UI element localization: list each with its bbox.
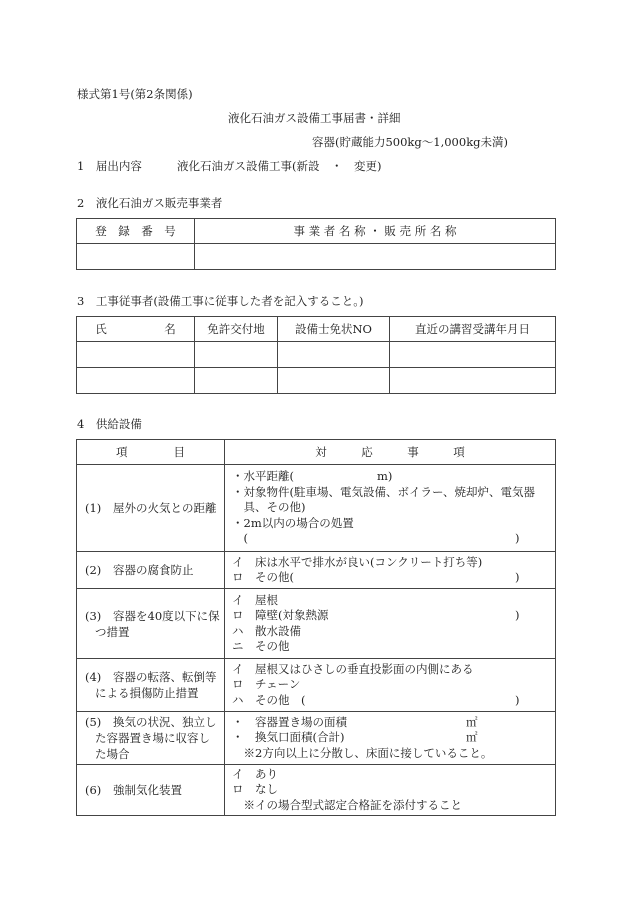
supply-measure-5[interactable]: ・ 容器置き場の面積 ㎡ ・ 換気口面積(合計) ㎡ ※2方向以上に分散し、床面に接していること。 [225,712,556,765]
section3-heading: 3 工事従事者(設備工事に従事した者を記入すること。) [77,294,364,308]
supply-item-1: (1) 屋外の火気との距離 [77,465,225,552]
license-place-field[interactable] [195,342,278,368]
dealer-table [76,218,556,270]
supply-item-3: (3) 容器を40度以下に保 つ措置 [77,589,225,659]
worker-table [76,316,556,394]
supply-measure-3[interactable]: イ 屋根 ロ 障壁(対象熱源 ) ハ 散水設備 ニ その他 [225,589,556,659]
license-no-field[interactable] [278,368,390,394]
supply-measure-2[interactable]: イ 床は水平で排水が良い(コンクリート打ち等) ロ その他( ) [225,552,556,589]
license-place-field[interactable] [195,368,278,394]
dealer-header-registration: 登 録 番 号 [77,219,195,244]
training-date-field[interactable] [390,368,556,394]
section2-heading: 2 液化石油ガス販売事業者 [77,196,223,210]
section1-label: 1 届出内容 [77,159,142,173]
worker-header-license-place: 免許交付地 [195,317,278,342]
page-title: 液化石油ガス設備工事届書・詳細 [228,111,401,125]
page-subtitle: 容器(貯蔵能力500kg～1,000kg未満) [312,135,509,149]
worker-header-name: 氏 名 [77,317,195,342]
form-number: 様式第1号(第2条関係) [77,87,193,101]
dealer-name-field[interactable] [195,244,556,270]
supply-header-measure: 対 応 事 項 [225,440,556,465]
supply-measure-6[interactable]: イ あり ロ なし ※イの場合型式認定合格証を添付すること [225,765,556,816]
section1-content: 液化石油ガス設備工事(新設 ・ 変更) [177,159,382,173]
worker-name-field[interactable] [77,342,195,368]
worker-name-field[interactable] [77,368,195,394]
registration-number-field[interactable] [77,244,195,270]
supply-measure-1[interactable]: ・水平距離( m) ・対象物件(駐車場、電気設備、ボイラー、焼却炉、電気器 具、その他) ・2m以内の場合の処置 ( ) [225,465,556,552]
supply-measure-4[interactable]: イ 屋根又はひさしの垂直投影面の内側にある ロ チェーン ハ その他 ( ) [225,659,556,712]
supply-item-5: (5) 換気の状況、独立し た容器置き場に収容し た場合 [77,712,225,765]
license-no-field[interactable] [278,342,390,368]
dealer-header-name: 事 業 者 名 称 ・ 販 売 所 名 称 [195,219,556,244]
supply-item-6: (6) 強制気化装置 [77,765,225,816]
worker-header-training-date: 直近の講習受講年月日 [390,317,556,342]
supply-item-4: (4) 容器の転落、転倒等 による損傷防止措置 [77,659,225,712]
section4-heading: 4 供給設備 [77,417,142,431]
supply-equipment-table [76,439,556,816]
supply-header-item: 項 目 [77,440,225,465]
worker-header-license-no: 設備士免状NO [278,317,390,342]
supply-item-2: (2) 容器の腐食防止 [77,552,225,589]
training-date-field[interactable] [390,342,556,368]
